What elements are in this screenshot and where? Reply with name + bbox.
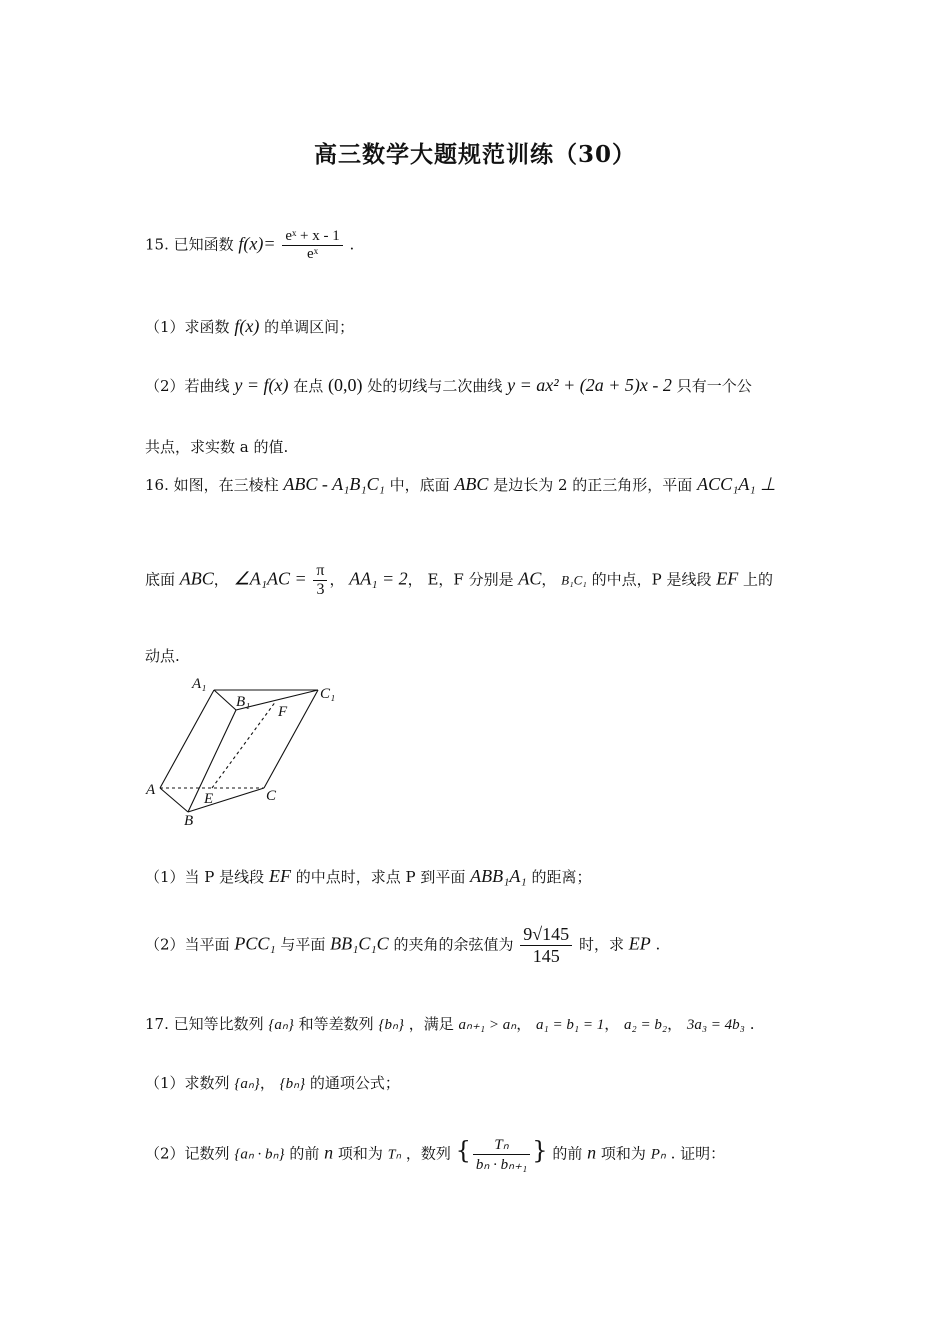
p16-ef-text: E，F 分别是 [427,570,514,589]
page-title: 高三数学大题规范训练（30） [313,141,636,168]
p16-q2-den: 145 [532,946,560,966]
p17-stem-prefix: 17. 已知等比数列 [145,1015,264,1033]
p17-cond3: a₂ = b₂ [624,1017,668,1033]
p17-q1-bn: {bₙ} [279,1076,306,1092]
p16-stem [145,474,776,495]
p17-stem: 17. 已知等比数列 {aₙ} 和等差数列 {bₙ} ，满足 aₙ₊₁ > aₙ， a₁ = b₁ = 1， a₂ = b₂， 3a₃ = 4b₃ . [145,1015,755,1033]
edge-c1-c [264,690,318,788]
p16-angle-num: π [313,562,327,581]
p15-q2-cont: 共点，求实数 a 的值. [145,438,289,456]
p16-q1-mid: 的中点时，求点 P 到平面 [295,868,466,886]
p16-line2-a: 底面 [145,570,176,589]
p17-q2-mid4: 的前 [552,1144,583,1163]
p16-angle: ∠A₁AC = [233,568,307,589]
p17-cond1: aₙ₊₁ > aₙ [458,1017,517,1033]
p17-q2-fraction [473,1135,530,1174]
label-c1: C₁ [320,686,336,702]
p16-q2-mid: 与平面 [280,935,326,954]
p15-func-denominator: eˣ [307,246,319,262]
p15-func-fraction [282,228,342,263]
p16-q2-plane1: PCC₁ [234,933,276,954]
p15-q2-curve2: y = ax² + (2a + 5)x - 2 [507,375,672,395]
p17-q1: （1）求数列 {aₙ}， {bₙ} 的通项公式； [145,1074,400,1092]
p16-line2-mid: 的中点，P 是线段 [591,570,712,589]
p15-q1 [145,316,354,337]
p15-stem-text: 15. 已知函数 [145,235,234,254]
p16-angle-den: 3 [316,581,325,598]
p16-stem-mid1: 中，底面 [389,476,450,494]
p16-line2: 底面 ABC， ∠A₁AC = $\frac{\pi}{3}$ ， AA₁ = 2， E，F 分别是 AC， B₁C₁ 的中点，P 是线段 EF 上的 [145,562,774,598]
p17-q2-n2: n [587,1142,597,1163]
p17-q2-frac-num: Tₙ [473,1135,530,1155]
label-a: A [146,782,156,798]
p17-q2-mid2: 项和为 [337,1144,383,1163]
edge-b-c [188,788,264,812]
p16-line2-end: 上的 [743,570,774,589]
p17-q2-tn: Tₙ [387,1147,402,1163]
p16-q1-suffix: 的距离； [531,868,592,886]
p16-q2-mid2: 的夹角的余弦值为 [393,935,514,954]
label-c: C [266,788,277,804]
p16-angle-fraction [313,562,327,599]
p17-q2-frac-den: bₙ · bₙ₊₁ [475,1157,528,1173]
p16-line3: 动点. [145,647,180,665]
p16-q2-end: . [655,935,661,954]
p16-q1-plane: ABB₁A₁ [470,866,527,886]
p16-q2-fraction [520,924,572,967]
p17-q1-an: {aₙ} [234,1076,260,1092]
p17-q2-mid5: 项和为 [600,1144,646,1163]
p17-q2-seq: {aₙ · bₙ} [234,1146,285,1163]
p15-q2-curve: y = f(x) [234,375,289,395]
p15-q2-point: (0,0) [328,375,363,395]
label-e: E [204,791,214,807]
edge-a1-b1 [214,690,236,710]
label-b1: B₁ [236,694,251,710]
p16-q2 [145,924,660,967]
p15-stem [145,228,354,263]
p16-stem-prefix: 16. 如图，在三棱柱 [145,476,279,494]
p17-cond2: a₁ = b₁ = 1 [536,1017,605,1033]
p15-q1-suffix: 的单调区间； [264,318,355,336]
p17-q2-left-brace: { [455,1136,471,1165]
p15-q2 [145,375,752,396]
p17-q2-prefix: （2）记数列 [145,1144,230,1163]
p16-q2-num: 9√145 [520,924,572,946]
p16-q1 [145,866,591,887]
p15-q2-prefix: （2）若曲线 [145,377,230,395]
p16-q1-seg: EF [268,866,291,886]
p16-q1-prefix: （1）当 P 是线段 [145,868,265,886]
p17-q1-prefix: （1）求数列 [145,1074,230,1092]
p16-q2-ep: EP [628,933,651,954]
p16-plane: ACC₁A₁ ⊥ [697,474,776,494]
p17-q2-right-brace: } [532,1136,548,1165]
p17-mid1: 和等差数列 [298,1015,374,1033]
p17-cond4: 3a₃ = 4b₃ [686,1017,745,1033]
p16-stem-mid2: 是边长为 2 的正三角形，平面 [493,476,693,494]
p17-bn: {bₙ} [378,1017,404,1033]
p17-mid2: ，满足 [408,1015,454,1033]
label-f: F [278,704,288,720]
p17-end: . [749,1015,755,1033]
p16-b1c1: B₁C₁ [561,572,587,588]
p15-q2-mid2: 处的切线与二次曲线 [367,377,503,395]
p16-prism: ABC - A₁B₁C₁ [283,474,385,494]
p15-q1-func: f(x) [234,316,260,336]
p15-stem-period: . [349,235,355,254]
p15-q2-mid1: 在点 [293,377,324,395]
p16-base: ABC [454,474,489,494]
p16-line2-base: ABC [179,568,214,589]
p15-func-numerator: eˣ + x - 1 [282,228,342,246]
p15-q2-suffix: 只有一个公 [676,377,752,395]
p17-q2-mid3: ，数列 [405,1144,451,1163]
p16-ac: AC [518,568,542,589]
p17-q2 [145,1135,725,1174]
segment-e-f-hidden [212,701,276,788]
p17-q2-pn: Pₙ [650,1146,666,1163]
p17-q2-n: n [324,1142,334,1163]
p16-q2-prefix: （2）当平面 [145,935,230,954]
p17-q2-end: . 证明： [670,1144,726,1163]
p16-q2-suffix: 时，求 [578,935,624,954]
label-b: B [184,813,194,829]
p15-q1-prefix: （1）求函数 [145,318,230,336]
p17-q2-mid1: 的前 [289,1144,320,1163]
p16-aa1: AA₁ = 2 [349,568,408,589]
p16-ef-seg: EF [716,568,739,589]
p17-q1-suffix: 的通项公式； [309,1074,400,1092]
prism-figure [140,672,360,837]
p17-an: {aₙ} [268,1017,294,1033]
p15-func-lhs: f(x)= [238,233,276,254]
edge-a-b [160,788,188,812]
label-a1: A₁ [192,676,207,692]
p16-q2-plane2: BB₁C₁C [330,933,389,954]
